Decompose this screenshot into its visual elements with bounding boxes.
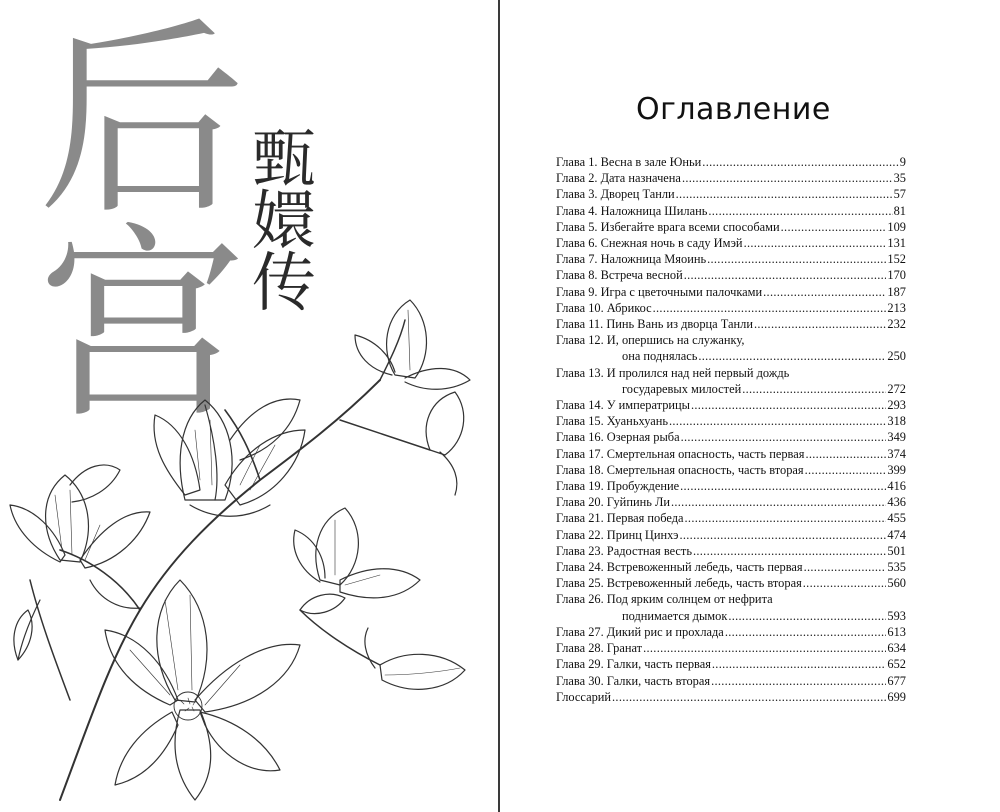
toc-line: [556, 591, 906, 607]
toc-chapter-title: Первая победа: [606, 511, 684, 526]
toc-entry[interactable]: [556, 478, 906, 494]
toc-page-number: 677: [887, 673, 906, 688]
toc-line: [556, 284, 906, 300]
toc-leader-dots: [643, 640, 886, 656]
toc-leader-dots: [681, 429, 887, 445]
toc-leader-dots: [742, 381, 886, 397]
toc-leader-dots: [707, 251, 886, 267]
toc-page-number: 436: [887, 495, 906, 510]
toc-page-number: 416: [887, 479, 906, 494]
left-page: [0, 0, 498, 812]
toc-chapter-title: Встревоженный лебедь, часть вторая: [606, 576, 802, 591]
toc-line: [556, 413, 906, 429]
toc-page-number: 374: [887, 446, 906, 461]
toc-entry[interactable]: [556, 656, 906, 672]
toc-leader-dots: [805, 446, 886, 462]
toc-page-number: 232: [887, 317, 906, 332]
toc-chapter-title: Встреча весной: [600, 268, 683, 283]
toc-chapter-title: Хуаньхуань: [606, 414, 669, 429]
subtitle-char-3: 传: [252, 247, 316, 321]
toc-page-number: 474: [887, 527, 906, 542]
toc-entry[interactable]: [556, 203, 906, 219]
toc-chapter-title: поднимается дымок: [622, 608, 728, 623]
toc-chapter-title: Радостная весть: [606, 543, 692, 558]
toc-chapter-label: Глава 15.: [556, 414, 604, 429]
toc-chapter-title: Наложница Шилань: [600, 203, 708, 218]
toc-line: [556, 575, 906, 591]
toc-line: [556, 381, 906, 397]
toc-line: [556, 203, 906, 219]
toc-entry[interactable]: [556, 673, 906, 689]
toc-leader-dots: [698, 348, 886, 364]
toc-chapter-label: Глава 12.: [556, 333, 604, 348]
toc-page-number: 293: [887, 398, 906, 413]
toc-leader-dots: [684, 267, 887, 283]
toc-line: [556, 186, 906, 202]
toc-chapter-label: Глава 13.: [556, 365, 604, 380]
toc-leader-dots: [763, 284, 886, 300]
toc-line: [556, 624, 906, 640]
toc-entry[interactable]: [556, 494, 906, 510]
toc-line: [556, 510, 906, 526]
toc-chapter-title: Игра с цветочными палочками: [600, 284, 763, 299]
toc-leader-dots: [691, 397, 886, 413]
toc-line: [556, 462, 906, 478]
toc-page-number: 634: [887, 641, 906, 656]
toc-page-number: 318: [887, 414, 906, 429]
toc-line: [556, 316, 906, 332]
toc-chapter-title: Гранат: [606, 641, 643, 656]
toc-chapter-label: Глава 18.: [556, 462, 604, 477]
table-of-contents: [556, 154, 906, 705]
toc-entry[interactable]: [556, 316, 906, 332]
toc-line: [556, 559, 906, 575]
toc-chapter-title: Галки, часть первая: [606, 657, 711, 672]
toc-chapter-label: Глоссарий: [556, 689, 612, 704]
toc-line: [556, 608, 906, 624]
magnolia-flower-4: [294, 508, 420, 598]
toc-page-number: 349: [887, 430, 906, 445]
toc-chapter-label: Глава 5.: [556, 219, 598, 234]
toc-chapter-title: Дворец Танли: [600, 187, 675, 202]
toc-chapter-label: Глава 27.: [556, 624, 604, 639]
toc-chapter-label: Глава 30.: [556, 673, 604, 688]
toc-chapter-title: У императрицы: [606, 398, 690, 413]
toc-page-number: 560: [887, 576, 906, 591]
toc-entry[interactable]: [556, 365, 906, 397]
toc-entry[interactable]: [556, 462, 906, 478]
magnolia-flower-2: [10, 465, 150, 568]
toc-page-number: 250: [887, 349, 906, 364]
toc-leader-dots: [725, 624, 887, 640]
toc-chapter-label: Глава 9.: [556, 284, 598, 299]
toc-chapter-title: Смертельная опасность, часть вторая: [606, 462, 804, 477]
toc-chapter-label: Глава 20.: [556, 495, 604, 510]
toc-line: [556, 332, 906, 348]
toc-chapter-title: Снежная ночь в саду Имэй: [600, 236, 743, 251]
toc-chapter-label: Глава 22.: [556, 527, 604, 542]
toc-entry[interactable]: [556, 559, 906, 575]
toc-entry[interactable]: [556, 624, 906, 640]
toc-line: [556, 348, 906, 364]
toc-entry[interactable]: [556, 640, 906, 656]
toc-chapter-title: Абрикос: [606, 300, 652, 315]
toc-page-number: 109: [887, 219, 906, 234]
toc-chapter-title: Дикий рис и прохлада: [606, 624, 724, 639]
toc-chapter-label: Глава 24.: [556, 560, 604, 575]
toc-entry[interactable]: [556, 446, 906, 462]
toc-line: [556, 429, 906, 445]
toc-chapter-label: Глава 1.: [556, 155, 598, 169]
toc-line: [556, 543, 906, 559]
toc-page-number: 35: [893, 171, 906, 186]
toc-line: [556, 154, 906, 170]
toc-line: [556, 640, 906, 656]
toc-chapter-label: Глава 7.: [556, 252, 598, 267]
subtitle-char-1: 甄: [252, 123, 316, 197]
toc-entry[interactable]: [556, 186, 906, 202]
toc-entry[interactable]: [556, 251, 906, 267]
toc-leader-dots: [728, 608, 886, 624]
toc-page-number: 213: [887, 300, 906, 315]
toc-line: [556, 527, 906, 543]
toc-chapter-title: И, опершись на служанку,: [606, 333, 745, 348]
toc-page-number: 152: [887, 252, 906, 267]
toc-leader-dots: [754, 316, 886, 332]
toc-leader-dots: [671, 494, 886, 510]
toc-leader-dots: [680, 527, 887, 543]
toc-chapter-title: Гуйпинь Ли: [606, 495, 670, 510]
toc-chapter-title: Смертельная опасность, часть первая: [606, 446, 805, 461]
toc-page-number: 455: [887, 511, 906, 526]
title-big-char-2: 宫: [38, 205, 246, 447]
toc-leader-dots: [676, 186, 893, 202]
toc-leader-dots: [669, 413, 886, 429]
toc-line: [556, 673, 906, 689]
toc-entry[interactable]: [556, 332, 906, 364]
magnolia-bud-3: [365, 628, 465, 689]
magnolia-flower-3: [105, 580, 300, 800]
toc-page-number: 593: [887, 608, 906, 623]
toc-page-number: 535: [887, 560, 906, 575]
toc-page-number: 187: [887, 284, 906, 299]
toc-entry[interactable]: [556, 284, 906, 300]
toc-entry[interactable]: [556, 543, 906, 559]
toc-line: [556, 365, 906, 381]
toc-chapter-title: Дата назначена: [600, 171, 681, 186]
subtitle-char-2: 嬛: [252, 185, 316, 259]
toc-page-number: 9: [899, 155, 906, 169]
toc-page-number: 57: [893, 187, 906, 202]
toc-chapter-title: Избегайте врага всеми способами: [600, 219, 780, 234]
toc-leader-dots: [712, 656, 887, 672]
toc-leader-dots: [653, 300, 887, 316]
toc-leader-dots: [711, 673, 886, 689]
toc-entry[interactable]: [556, 170, 906, 186]
toc-leader-dots: [805, 462, 887, 478]
toc-leader-dots: [685, 510, 887, 526]
toc-page-number: 131: [887, 236, 906, 251]
toc-entry[interactable]: [556, 154, 906, 170]
toc-chapter-label: Глава 14.: [556, 398, 604, 413]
toc-entry[interactable]: [556, 300, 906, 316]
toc-leader-dots: [680, 478, 886, 494]
toc-entry[interactable]: [556, 575, 906, 591]
toc-leader-dots: [744, 235, 887, 251]
toc-chapter-label: Глава 28.: [556, 641, 604, 656]
magnolia-bud-2: [426, 392, 464, 495]
toc-page-number: 501: [887, 543, 906, 558]
toc-leader-dots: [803, 575, 887, 591]
toc-chapter-title: Галки, часть вторая: [606, 673, 711, 688]
toc-line: [556, 267, 906, 283]
toc-chapter-title: И пролился над ней первый дождь: [606, 365, 790, 380]
toc-chapter-label: Глава 21.: [556, 511, 604, 526]
toc-entry[interactable]: [556, 527, 906, 543]
toc-chapter-label: Глава 8.: [556, 268, 598, 283]
toc-title: Оглавление: [636, 92, 831, 127]
toc-chapter-label: Глава 16.: [556, 430, 604, 445]
toc-chapter-title: Наложница Мяоинь: [600, 252, 707, 267]
toc-chapter-title: Весна в зале Юньи: [600, 155, 702, 169]
toc-line: [556, 478, 906, 494]
toc-entry[interactable]: [556, 510, 906, 526]
toc-leader-dots: [702, 154, 899, 170]
toc-chapter-label: Глава 3.: [556, 187, 598, 202]
toc-leader-dots: [804, 559, 887, 575]
toc-page-number: 399: [887, 462, 906, 477]
toc-line: [556, 251, 906, 267]
toc-entry[interactable]: [556, 429, 906, 445]
toc-line: [556, 300, 906, 316]
toc-chapter-title: Встревоженный лебедь, часть первая: [606, 560, 803, 575]
toc-chapter-label: Глава 17.: [556, 446, 604, 461]
toc-entry[interactable]: [556, 397, 906, 413]
toc-chapter-label: Глава 19.: [556, 479, 604, 494]
toc-line: [556, 656, 906, 672]
toc-entry[interactable]: [556, 235, 906, 251]
toc-chapter-label: Глава 4.: [556, 203, 598, 218]
toc-chapter-label: Глава 10.: [556, 300, 604, 315]
toc-page-number: 652: [887, 657, 906, 672]
toc-entry[interactable]: [556, 413, 906, 429]
toc-page-number: 81: [893, 203, 906, 218]
toc-line: [556, 446, 906, 462]
toc-chapter-title: она поднялась: [622, 349, 698, 364]
toc-entry[interactable]: [556, 591, 906, 623]
toc-entry[interactable]: [556, 219, 906, 235]
toc-line: [556, 494, 906, 510]
magnolia-illustration: [0, 280, 498, 812]
toc-chapter-title: Пробуждение: [606, 479, 680, 494]
toc-leader-dots: [708, 203, 892, 219]
toc-chapter-title: Под ярким солнцем от нефрита: [606, 592, 773, 607]
toc-line: [556, 397, 906, 413]
toc-chapter-title: Пинь Вань из дворца Танли: [606, 317, 753, 332]
toc-entry[interactable]: [556, 267, 906, 283]
toc-leader-dots: [612, 689, 886, 705]
toc-leader-dots: [693, 543, 886, 559]
toc-chapter-label: Глава 2.: [556, 171, 598, 186]
toc-chapter-title: государевых милостей: [622, 381, 742, 396]
toc-chapter-title: Принц Цинхэ: [606, 527, 679, 542]
toc-chapter-label: Глава 23.: [556, 543, 604, 558]
toc-entry[interactable]: [556, 689, 906, 705]
toc-leader-dots: [781, 219, 887, 235]
toc-leader-dots: [682, 170, 893, 186]
toc-chapter-label: Глава 29.: [556, 657, 604, 672]
toc-chapter-title: Озерная рыба: [606, 430, 680, 445]
toc-chapter-label: Глава 6.: [556, 236, 598, 251]
toc-page-number: 272: [887, 381, 906, 396]
toc-page-number: 613: [887, 624, 906, 639]
title-big-char-1: 后: [38, 1, 246, 243]
toc-line: [556, 219, 906, 235]
toc-line: [556, 235, 906, 251]
toc-line: [556, 689, 906, 705]
toc-page-number: 699: [887, 689, 906, 704]
toc-chapter-label: Глава 25.: [556, 576, 604, 591]
magnolia-bud-1: [355, 300, 470, 389]
toc-line: [556, 170, 906, 186]
toc-page-number: 170: [887, 268, 906, 283]
toc-chapter-label: Глава 26.: [556, 592, 604, 607]
toc-chapter-label: Глава 11.: [556, 317, 604, 332]
